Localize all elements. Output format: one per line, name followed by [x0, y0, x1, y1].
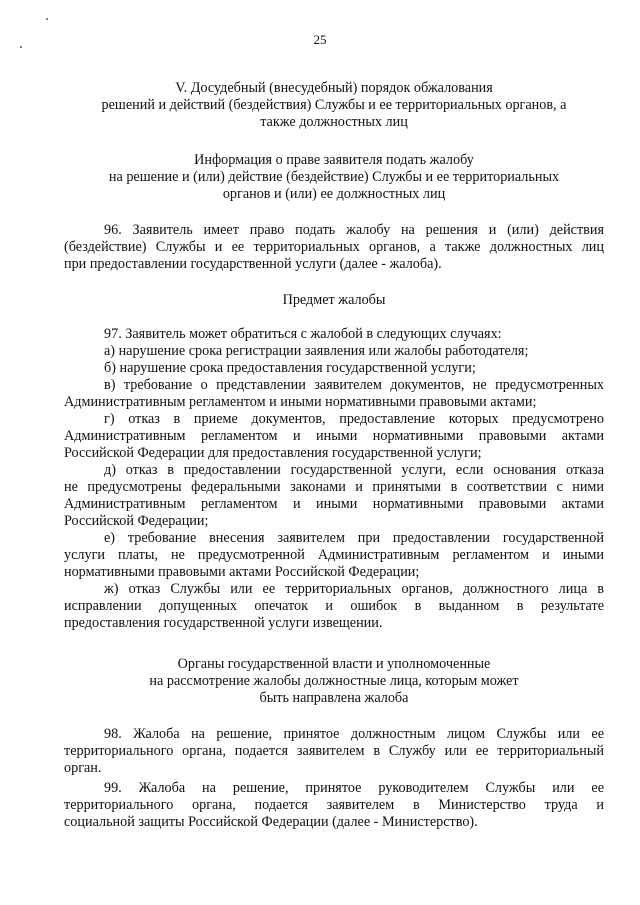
subheading-line: Предмет жалобы: [282, 292, 386, 308]
list-item-v: Административным регламентом и иными нормативными правовыми актами;: [64, 394, 537, 410]
list-item-d: Административным регламентом и иными нормативными правовыми актами: [64, 496, 604, 512]
paragraph-96: [64, 222, 604, 273]
scan-speck: [46, 18, 48, 20]
paragraph-99: [64, 780, 604, 831]
subheading-line: быть направлена жалоба: [259, 690, 409, 706]
section-title-line: V. Досудебный (внесудебный) порядок обжалования: [175, 80, 493, 96]
section-title-line: также должностных лиц: [260, 114, 408, 130]
paragraph-98: [64, 726, 604, 777]
subheading-subject: [64, 292, 604, 309]
list-item-e: услуги платы, не предусмотренной Административным регламентом и иными: [64, 547, 604, 563]
list-item-d: не предусмотрены федеральными законами и принятыми в соответствии с ними: [64, 479, 604, 495]
list-item-zh: ж) отказ Службы или ее территориальных органов, должностного лица в: [104, 581, 604, 597]
paragraph-97: [64, 326, 604, 632]
list-item-v: в) требование о представлении заявителем документов, не предусмотренных: [104, 377, 604, 393]
list-item-g: Административным регламентом и иными нормативными правовыми актами: [64, 428, 604, 444]
list-item-d: Российской Федерации;: [64, 513, 209, 529]
subheading-line: на рассмотрение жалобы должностные лица, которым может: [149, 673, 519, 689]
subheading-complaint-right: [64, 152, 604, 203]
paragraph-line: при предоставлении государственной услуги (далее - жалоба).: [64, 256, 442, 272]
paragraph-line: территориального органа, подается заявителем в Службу или ее территориальный: [64, 743, 604, 759]
subheading-line: Информация о праве заявителя подать жалобу: [194, 152, 474, 168]
paragraph-line: территориального органа, подается заявителем в Министерство труда и: [64, 797, 604, 813]
list-item-g: Российской Федерации для предоставления государственной услуги;: [64, 445, 482, 461]
list-item-a: а) нарушение срока регистрации заявления или жалобы работодателя;: [104, 343, 529, 359]
list-item-d: д) отказ в предоставлении государственной услуги, если основания отказа: [104, 462, 604, 478]
page-number: 25: [313, 32, 327, 47]
subheading-line: органов и (или) ее должностных лиц: [222, 186, 446, 202]
subheading-line: на решение и (или) действие (бездействие) Службы и ее территориальных: [108, 169, 560, 185]
paragraph-line: 99. Жалоба на решение, принятое руководителем Службы или ее: [104, 780, 604, 796]
list-intro: 97. Заявитель может обратиться с жалобой в следующих случаях:: [104, 326, 502, 342]
paragraph-line: социальной защиты Российской Федерации (далее - Министерство).: [64, 814, 478, 830]
list-item-e: нормативными правовыми актами Российской Федерации;: [64, 564, 420, 580]
list-item-b: б) нарушение срока предоставления государственной услуги;: [104, 360, 476, 376]
list-item-zh: предоставления государственной услуги извещении.: [64, 615, 383, 631]
list-item-g: г) отказ в приеме документов, предоставление которых предусмотрено: [104, 411, 604, 427]
section-title: [64, 80, 604, 131]
paragraph-line: (бездействие) Службы и ее территориальных органов, а также должностных лиц: [64, 239, 604, 255]
subheading-authorities: [64, 656, 604, 707]
list-item-e: е) требование внесения заявителем при предоставлении государственной: [104, 530, 604, 546]
paragraph-line: 98. Жалоба на решение, принятое должностным лицом Службы или ее: [104, 726, 604, 742]
subheading-line: Органы государственной власти и уполномоченные: [177, 656, 491, 672]
paragraph-line: орган.: [64, 760, 102, 776]
section-title-line: решений и действий (бездействия) Службы и ее территориальных органов, а: [101, 97, 567, 113]
list-item-zh: исправлении допущенных опечаток и ошибок в выданном в результате: [64, 598, 604, 614]
paragraph-line: 96. Заявитель имеет право подать жалобу на решения и (или) действия: [104, 222, 604, 238]
